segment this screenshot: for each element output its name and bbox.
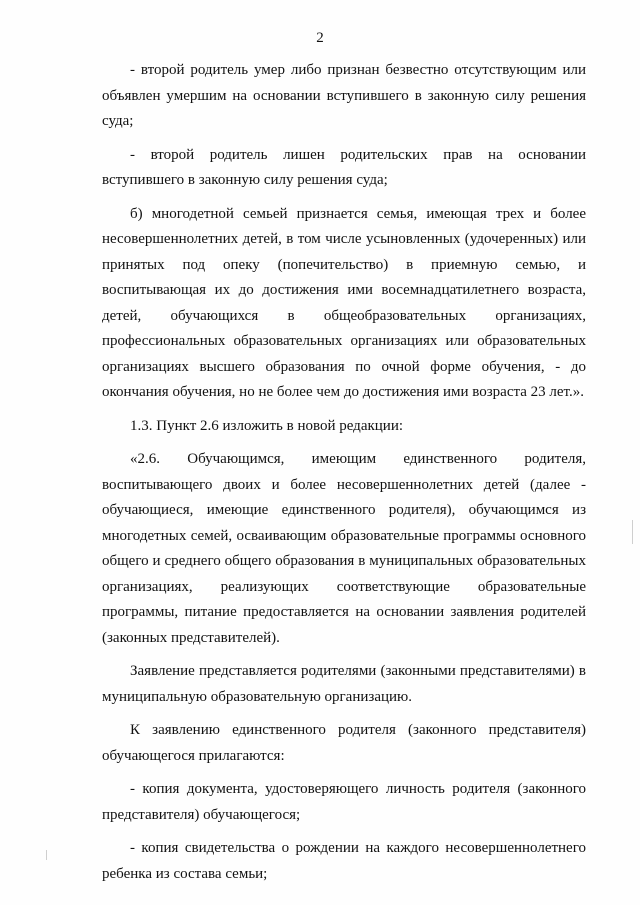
- paragraph: - второй родитель лишен родительских прав на основании вступившего в законную силу решения суда;: [102, 146, 586, 188]
- paragraph: б) многодетной семьей признается семья, имеющая трех и более несовершеннолетних детей, в том числе усыновленных (удочеренных) или принятых под опеку (попечительство) в приемную семью, и воспитывающая их до достижения ими восемнадцатилетнего возраста, детей, обучающихся в общеобразовательных организациях, профессиональных образовательных организациях или образовательных организациях высшего образования по очной форме обучения, - до окончания обучения, но не более чем до достижения ими возраста 23 лет.».: [102, 205, 586, 400]
- paragraph: - копия документа, удостоверяющего личность родителя (законного представителя) обучающегося;: [102, 781, 586, 823]
- paragraph: «2.6. Обучающимся, имеющим единственного родителя, воспитывающего двоих и более несовершеннолетних детей (далее - обучающиеся, имеющие единственного родителя), обучающимся из многодетных семей, осваивающим образовательные программы основного общего и среднего общего образования в муниципальных образовательных организациях, реализующих соответствующие образовательные программы, питание предоставляется на основании заявления родителей (законных представителей).: [102, 451, 586, 646]
- paragraph: 1.3. Пункт 2.6 изложить в новой редакции:: [130, 417, 404, 434]
- document-body: [102, 58, 586, 895]
- scan-margin-mark: [632, 520, 633, 544]
- scan-margin-mark: [46, 850, 47, 860]
- paragraph: - второй родитель умер либо признан безвестно отсутствующим или объявлен умершим на основании вступившего в законную силу решения суда;: [102, 62, 586, 129]
- paragraph: К заявлению единственного родителя (законного представителя) обучающегося прилагаются:: [102, 722, 586, 764]
- paragraph: Заявление представляется родителями (законными представителями) в муниципальную образовательную организацию.: [102, 663, 586, 705]
- page-number: 2: [316, 30, 324, 46]
- paragraph: - копия свидетельства о рождении на каждого несовершеннолетнего ребенка из состава семьи;: [102, 840, 586, 882]
